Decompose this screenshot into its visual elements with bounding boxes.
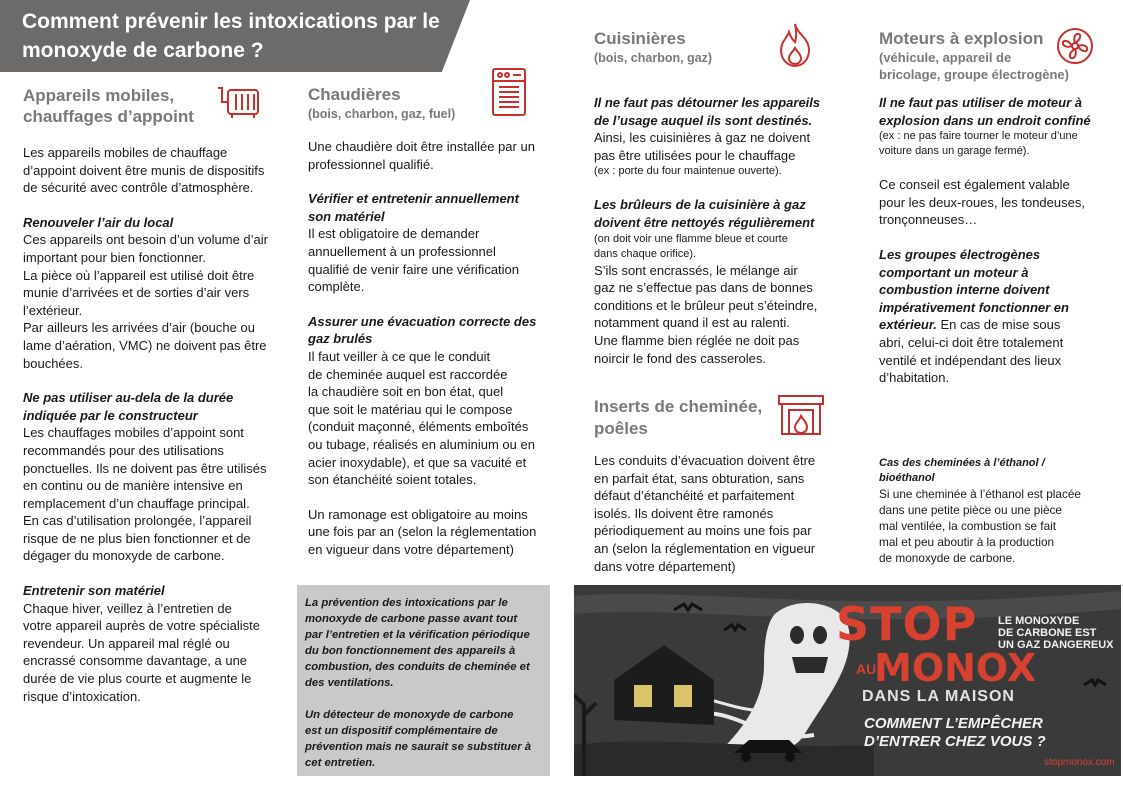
subheading: combustion interne doivent: [879, 282, 1050, 298]
text-line: que soit le matériau qui le compose: [308, 401, 513, 417]
callout-line: combustion, des conduits de cheminée et: [305, 661, 530, 673]
text-line: la chaudière soit en bon état, quel: [308, 384, 504, 400]
poster-question-line: D’ENTRER CHEZ VOUS ?: [864, 733, 1046, 750]
callout-line: cet entretien.: [305, 757, 376, 769]
col1-text: [23, 144, 288, 705]
text-line: professionnel qualifié.: [308, 156, 434, 172]
callout-line: prévention mais ne saurait se substituer à: [305, 741, 532, 753]
col4-ethanol: [879, 456, 1114, 566]
callout-line: est un dispositif complémentaire de: [305, 725, 498, 737]
text-line: noircir le fond des casseroles.: [594, 350, 766, 366]
subheading: doivent être nettoyés régulièrement: [594, 214, 815, 230]
text-line: dans votre département): [594, 558, 736, 574]
text-line: remplacement d’un chauffage principal.: [23, 495, 250, 511]
poster-question-line: COMMENT L’EMPÊCHER: [864, 715, 1043, 732]
callout-line: du bon fonctionnement des appareils à: [305, 645, 516, 657]
text-line: de sécurité avec contrôle d’atmosphère.: [23, 180, 254, 196]
subheading: Les groupes électrogènes: [879, 246, 1041, 262]
poster-side-line: LE MONOXYDE: [998, 615, 1080, 627]
stop-monox-poster: [574, 585, 1121, 776]
small-line: (on doit voir une flamme bleue et courte: [594, 232, 788, 245]
callout-line: La prévention des intoxications par le: [305, 597, 508, 609]
poster-side-line: UN GAZ DANGEREUX: [998, 639, 1114, 651]
col3-text: [594, 94, 844, 367]
text-line: ponctuelles. Ils ne doivent pas être utilisés: [23, 460, 267, 476]
text-line: tronçonneuses…: [879, 212, 978, 228]
text-line: important pour bien fonctionner.: [23, 249, 206, 265]
subheading: Assurer une évacuation correcte des: [308, 313, 537, 329]
text-line: ventilé et indépendant des lieux: [879, 352, 1062, 368]
text-line: Par ailleurs les arrivées d’air (bouche ou: [23, 320, 255, 336]
section-title-chaudieres: Chaudières: [308, 85, 401, 104]
text-line: pas être utilisées pour le chauffage: [594, 147, 796, 163]
section-subtitle-moteurs: [879, 49, 1069, 83]
section-title-appareils: Appareils mobiles, chauffages d’appoint: [23, 86, 194, 126]
text-line: bouchées.: [23, 355, 83, 371]
text-line: risque de ne plus bien fonctionner et de: [23, 530, 251, 546]
text-line: en parfait état, sans obturation, sans: [594, 470, 805, 486]
text-line: de monoxyde de carbone.: [879, 551, 1016, 565]
title-line: Inserts de cheminée,: [594, 397, 763, 416]
col2-text: [308, 138, 558, 558]
callout-line: par l’entretien et la vérification périodique: [305, 629, 530, 641]
text-line: La pièce où l’appareil est utilisé doit être: [23, 267, 255, 283]
text-line: d’habitation.: [879, 370, 950, 386]
poster-side-line: DE CARBONE EST: [998, 627, 1097, 639]
section-title-moteurs: Moteurs à explosion: [879, 29, 1044, 48]
text-line: complète.: [308, 279, 365, 295]
flame-icon: [777, 22, 813, 73]
subheading: explosion dans un endroit confiné: [879, 112, 1091, 128]
fan-icon: [1055, 26, 1095, 71]
text-line: durée de vie plus courte et augmente le: [23, 671, 252, 687]
col3-inserts-text: [594, 452, 844, 575]
section-subtitle-cuisinieres: (bois, charbon, gaz): [594, 51, 713, 65]
poster-question: [864, 715, 1046, 751]
text-line: pour les deux-roues, les tondeuses,: [879, 194, 1085, 210]
text-line: annuellement à un professionnel: [308, 243, 496, 259]
text-line: En cas d’utilisation prolongée, l’appareil: [23, 513, 252, 529]
text-line: gaz ne s’effectue pas dans de bonnes: [594, 280, 813, 296]
subheading: Vérifier et entretenir annuellement: [308, 191, 519, 207]
subtitle-line: bricolage, groupe électrogène): [879, 67, 1069, 82]
text-line: notamment quand il est au ralenti.: [594, 315, 790, 331]
text-line: en continu ou de manière intensive en: [23, 478, 243, 494]
callout-line: monoxyde de carbone passe avant tout: [305, 613, 518, 625]
subheading: Il ne faut pas détourner les appareils: [594, 95, 821, 110]
text-line: en vigueur dans votre département): [308, 541, 514, 557]
text-line: Il est obligatoire de demander: [308, 226, 480, 242]
section-title-cuisinieres: Cuisinières: [594, 29, 686, 48]
text-line: (conduit maçonné, éléments emboîtés: [308, 419, 529, 435]
text-line: l’extérieur.: [23, 302, 83, 318]
text-line: munie d’arrivées et de sorties d’air vers: [23, 285, 250, 301]
text-line: Les chauffages mobiles d’appoint sont: [23, 425, 244, 441]
text-line: qualifié de venir faire une vérification: [308, 261, 520, 277]
text-line: Une chaudière doit être installée par un: [308, 139, 535, 154]
text-line: risque d’intoxication.: [23, 688, 141, 704]
col4-text: [879, 94, 1114, 387]
text-line: Si une cheminée à l’éthanol est placée: [879, 487, 1081, 501]
text-line: S’ils sont encrassés, le mélange air: [594, 262, 798, 278]
section-title-inserts: [594, 396, 762, 440]
subheading: de l’usage auquel ils sont destinés.: [594, 112, 813, 128]
text-line: Une flamme bien réglée ne doit pas: [594, 332, 800, 348]
text-line: ou tubage, réalisés en aluminium ou en: [308, 436, 535, 452]
poster-url: stopmonox.com: [1044, 757, 1115, 768]
text-line: an (selon la réglementation en vigueur: [594, 540, 816, 556]
subheading-end: extérieur.: [879, 317, 937, 333]
poster-dans: DANS LA MAISON: [862, 688, 1015, 705]
subheading: Renouveler l’air du local: [23, 214, 174, 230]
subheading: Cas des cheminées à l’éthanol /: [879, 457, 1045, 469]
poster-monox: MONOX: [874, 646, 1037, 690]
text-line: Un ramonage est obligatoire au moins: [308, 506, 528, 522]
small-line: (ex : ne pas faire tourner le moteur d’une: [879, 130, 1078, 143]
text-line: recommandés pour des utilisations: [23, 442, 224, 458]
prevention-callout: [297, 585, 550, 776]
text-fragment: En cas de mise sous: [936, 317, 1061, 333]
small-line: dans chaque orifice).: [594, 247, 697, 260]
poster-side-text: [998, 615, 1114, 651]
text-line: revendeur. Un appareil mal réglé ou: [23, 635, 230, 651]
title-line: poêles: [594, 419, 648, 438]
text-line: conditions et le brûleur peut s’éteindre,: [594, 297, 818, 313]
text-line: Ce conseil est également valable: [879, 177, 1070, 193]
subheading: Il ne faut pas utiliser de moteur à: [879, 95, 1082, 110]
boiler-icon: [490, 67, 528, 124]
text-line: d’appoint doivent être munis de dispositifs: [23, 162, 265, 178]
subheading: son matériel: [308, 208, 385, 224]
text-line: dégager du monoxyde de carbone.: [23, 548, 225, 564]
text-line: Chaque hiver, veillez à l’entretien de: [23, 600, 232, 616]
small-line: (ex : porte du four maintenue ouverte).: [594, 165, 782, 178]
text-line: encrassé consomme davantage, a une: [23, 653, 248, 669]
text-line: défaut d’étanchéité et parfaitement: [594, 488, 795, 504]
text-line: une fois par an (selon la réglementation: [308, 524, 537, 540]
text-line: Il faut veiller à ce que le conduit: [308, 348, 491, 364]
subheading: indiquée par le constructeur: [23, 407, 198, 423]
heater-icon: [216, 84, 262, 127]
section-subtitle-chaudieres: (bois, charbon, gaz, fuel): [308, 107, 456, 121]
text-line: isolés. Ils doivent être ramonés: [594, 505, 774, 521]
text-line: lame d’aération, VMC) ne doivent pas être: [23, 337, 267, 353]
text-line: son étanchéité soient totales.: [308, 472, 477, 488]
text-line: mal et peu aboutir à la production: [879, 535, 1055, 549]
callout-line: des ventilations.: [305, 677, 394, 689]
callout-line: Un détecteur de monoxyde de carbone: [305, 709, 514, 721]
text-line: périodiquement au moins une fois par: [594, 523, 812, 539]
fireplace-icon: [777, 394, 825, 441]
subheading: Entretenir son matériel: [23, 583, 165, 599]
text-line: votre appareil auprès de votre spécialiste: [23, 618, 261, 634]
text-line: Ainsi, les cuisinières à gaz ne doivent: [594, 130, 811, 146]
poster-au: AU: [856, 661, 877, 677]
text-line: acier inoxydable), et que sa vacuité et: [308, 454, 527, 470]
text-line: mal ventilée, la combustion se fait: [879, 519, 1057, 533]
poster-stop: STOP: [836, 597, 978, 651]
text-line: de cheminée auquel est raccordée: [308, 366, 508, 382]
subtitle-line: (véhicule, appareil de: [879, 50, 1012, 65]
subheading: comportant un moteur à: [879, 264, 1029, 280]
subheading: bioéthanol: [879, 472, 935, 484]
small-line: voiture dans un garage fermé).: [879, 145, 1030, 158]
page-title: Comment prévenir les intoxications par le monoxyde de carbone ?: [22, 10, 440, 62]
text-line: Les appareils mobiles de chauffage: [23, 145, 228, 160]
text-line: Ces appareils ont besoin d’un volume d’air: [23, 232, 268, 248]
text-line: abri, celui-ci doit être totalement: [879, 334, 1064, 350]
subheading: Ne pas utiliser au-dela de la durée: [23, 390, 234, 406]
text-line: dans une petite pièce ou une pièce: [879, 503, 1062, 517]
subheading: impérativement fonctionner en: [879, 299, 1069, 315]
subheading: Les brûleurs de la cuisinière à gaz: [594, 197, 806, 213]
text-line: Les conduits d’évacuation doivent être: [594, 453, 816, 468]
subheading: gaz brulés: [308, 331, 373, 347]
